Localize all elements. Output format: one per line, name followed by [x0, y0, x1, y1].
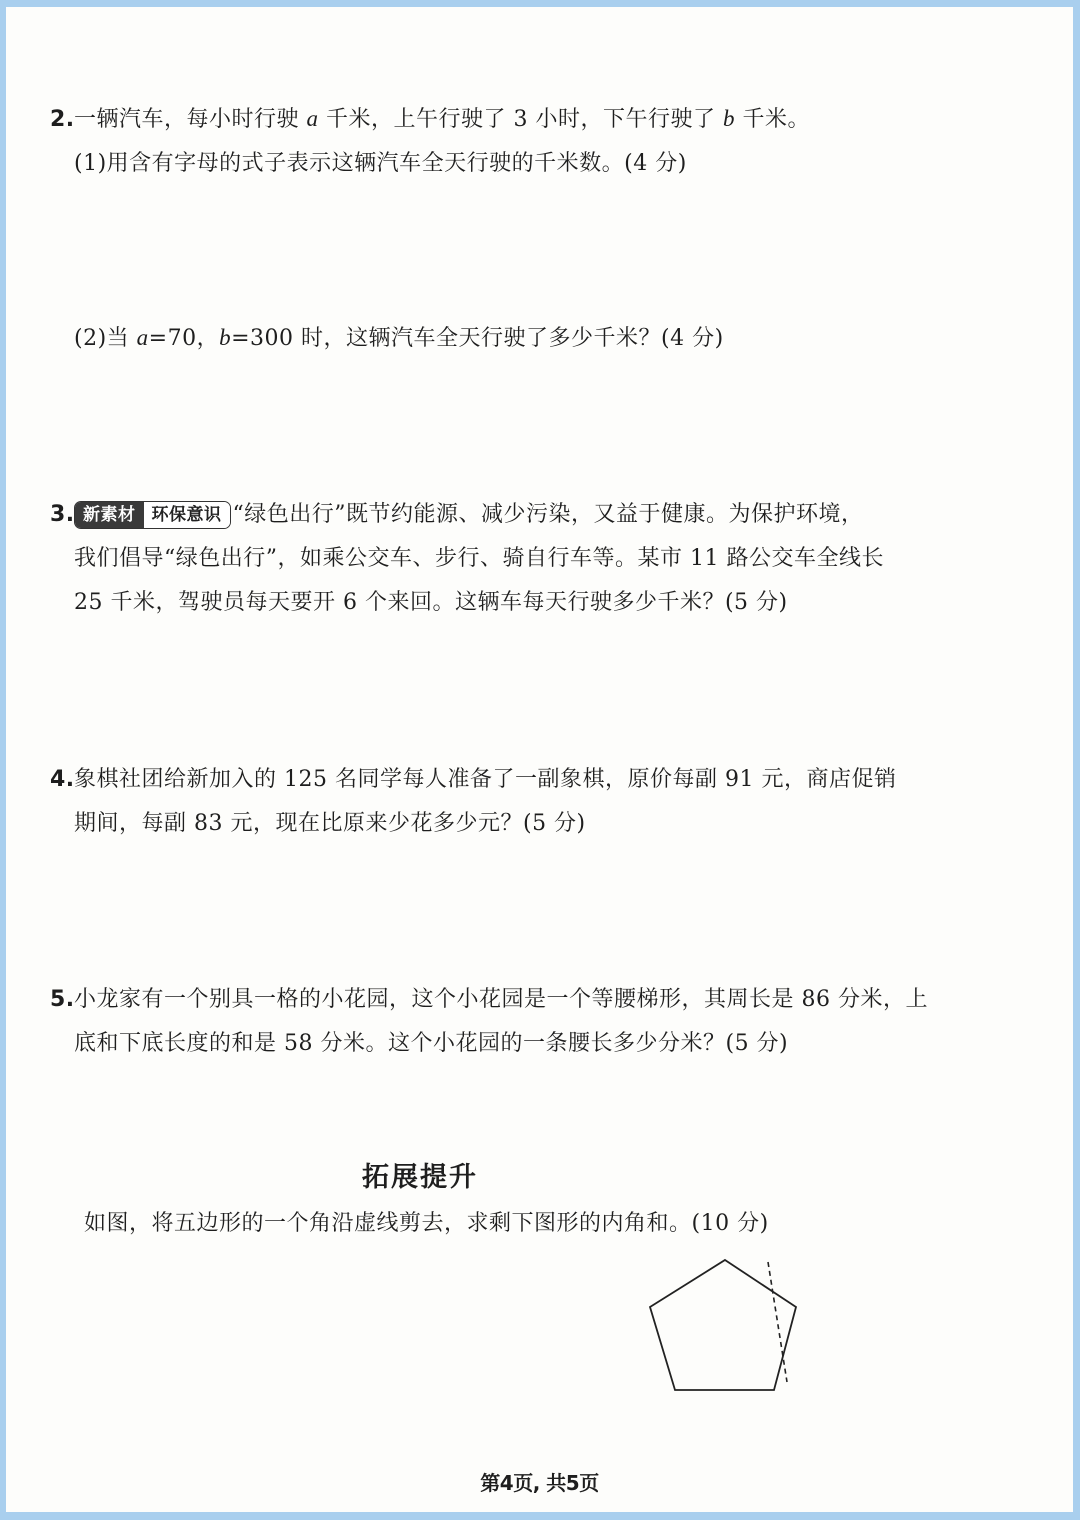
pentagon-figure	[642, 1252, 812, 1402]
cut-dashed-line	[768, 1262, 787, 1382]
tag-eco-awareness: 环保意识	[144, 502, 230, 528]
tag-new-material: 新素材	[75, 502, 144, 528]
material-tag	[74, 501, 231, 529]
question-4: 4.象棋社团给新加入的 125 名同学每人准备了一副象棋，原价每副 91 元，商店促销 期间，每副 83 元，现在比原来少花多少元？(5 分)	[50, 758, 960, 846]
question-2: 2.一辆汽车，每小时行驶 a 千米，上午行驶了 3 小时，下午行驶了 b 千米。 (1)用含有字母的式子表示这辆汽车全天行驶的千米数。(4 分)	[50, 97, 960, 186]
question-2-part-1: (1)用含有字母的式子表示这辆汽车全天行驶的千米数。(4 分)	[74, 151, 687, 176]
section-title: 拓展提升	[362, 1162, 478, 1193]
extension-question: 如图，将五边形的一个角沿虚线剪去，求剩下图形的内角和。(10 分)	[84, 1211, 769, 1236]
question-number: 5.	[50, 987, 75, 1012]
worksheet-page	[6, 7, 1073, 1512]
question-number: 2.	[50, 107, 75, 132]
page-footer: 第4页, 共5页	[480, 1471, 599, 1495]
question-3: 3. 新素材 环保意识 “绿色出行”既节约能源、减少污染，又益于健康。为保护环境， 我们倡导“绿色出行”，如乘公交车、步行、骑自行车等。某市 11 路公交车全线长 25 千米，驾驶员每天要开 6 个来回。这辆车每天行驶多少千米？(5 分)	[50, 493, 960, 625]
question-5: 5.小龙家有一个别具一格的小花园，这个小花园是一个等腰梯形，其周长是 86 分米，上 底和下底长度的和是 58 分米。这个小花园的一条腰长多少分米？(5 分)	[50, 978, 960, 1066]
question-2-part-2: (2)当 a=70，b=300 时，这辆汽车全天行驶了多少千米？(4 分)	[74, 325, 724, 351]
question-number: 3.	[50, 502, 75, 527]
question-number: 4.	[50, 767, 75, 792]
pentagon-shape	[650, 1260, 796, 1390]
